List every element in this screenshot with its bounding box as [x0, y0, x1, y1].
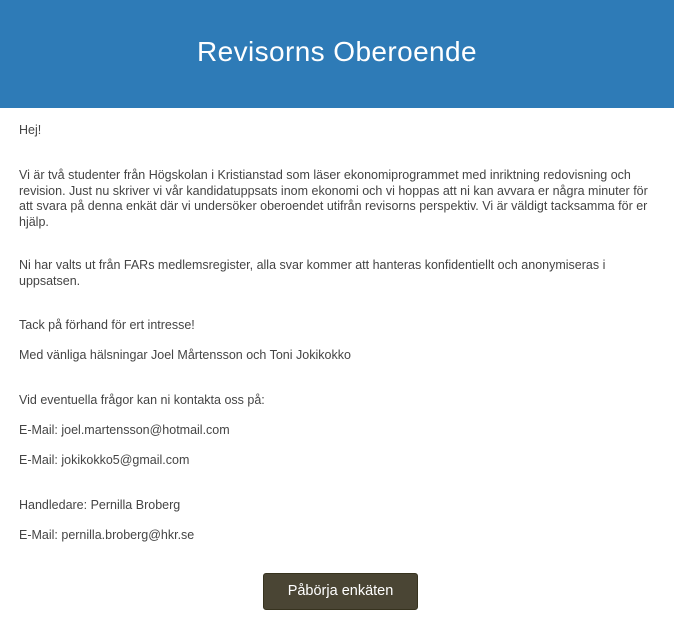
supervisor-email-text: E-Mail: pernilla.broberg@hkr.se [19, 528, 195, 542]
start-survey-button[interactable]: Påbörja enkäten [263, 573, 418, 610]
survey-header [0, 0, 674, 108]
email-joel-text: E-Mail: joel.martensson@hotmail.com [19, 423, 230, 437]
survey-title: Revisorns Oberoende [197, 36, 477, 67]
selection-paragraph: Ni har valts ut från FARs medlemsregister, alla svar kommer att hanteras konfidentiellt och anonymiseras i uppsatsen. [19, 258, 606, 288]
intro-paragraph: Vi är två studenter från Högskolan i Kristianstad som läser ekonomiprogrammet med inriktning redovisning och revision. Just nu skriver vi vår kandidatuppsats inom ekonomi och vi hoppas att ni kan avvara er några minuter för att svara på denna enkät där vi undersöker oberoendet utifrån revisorns perspektiv. Vi är väldigt tacksamma för er hjälp. [19, 168, 648, 229]
thanks-text: Tack på förhand för ert intresse! [19, 318, 195, 332]
supervisor-text: Handledare: Pernilla Broberg [19, 498, 181, 512]
regards-text: Med vänliga hälsningar Joel Mårtensson och Toni Jokikokko [19, 348, 351, 362]
email-toni-text: E-Mail: jokikokko5@gmail.com [19, 453, 190, 467]
greeting-text: Hej! [19, 123, 42, 137]
contact-intro-text: Vid eventuella frågor kan ni kontakta oss på: [19, 393, 265, 407]
